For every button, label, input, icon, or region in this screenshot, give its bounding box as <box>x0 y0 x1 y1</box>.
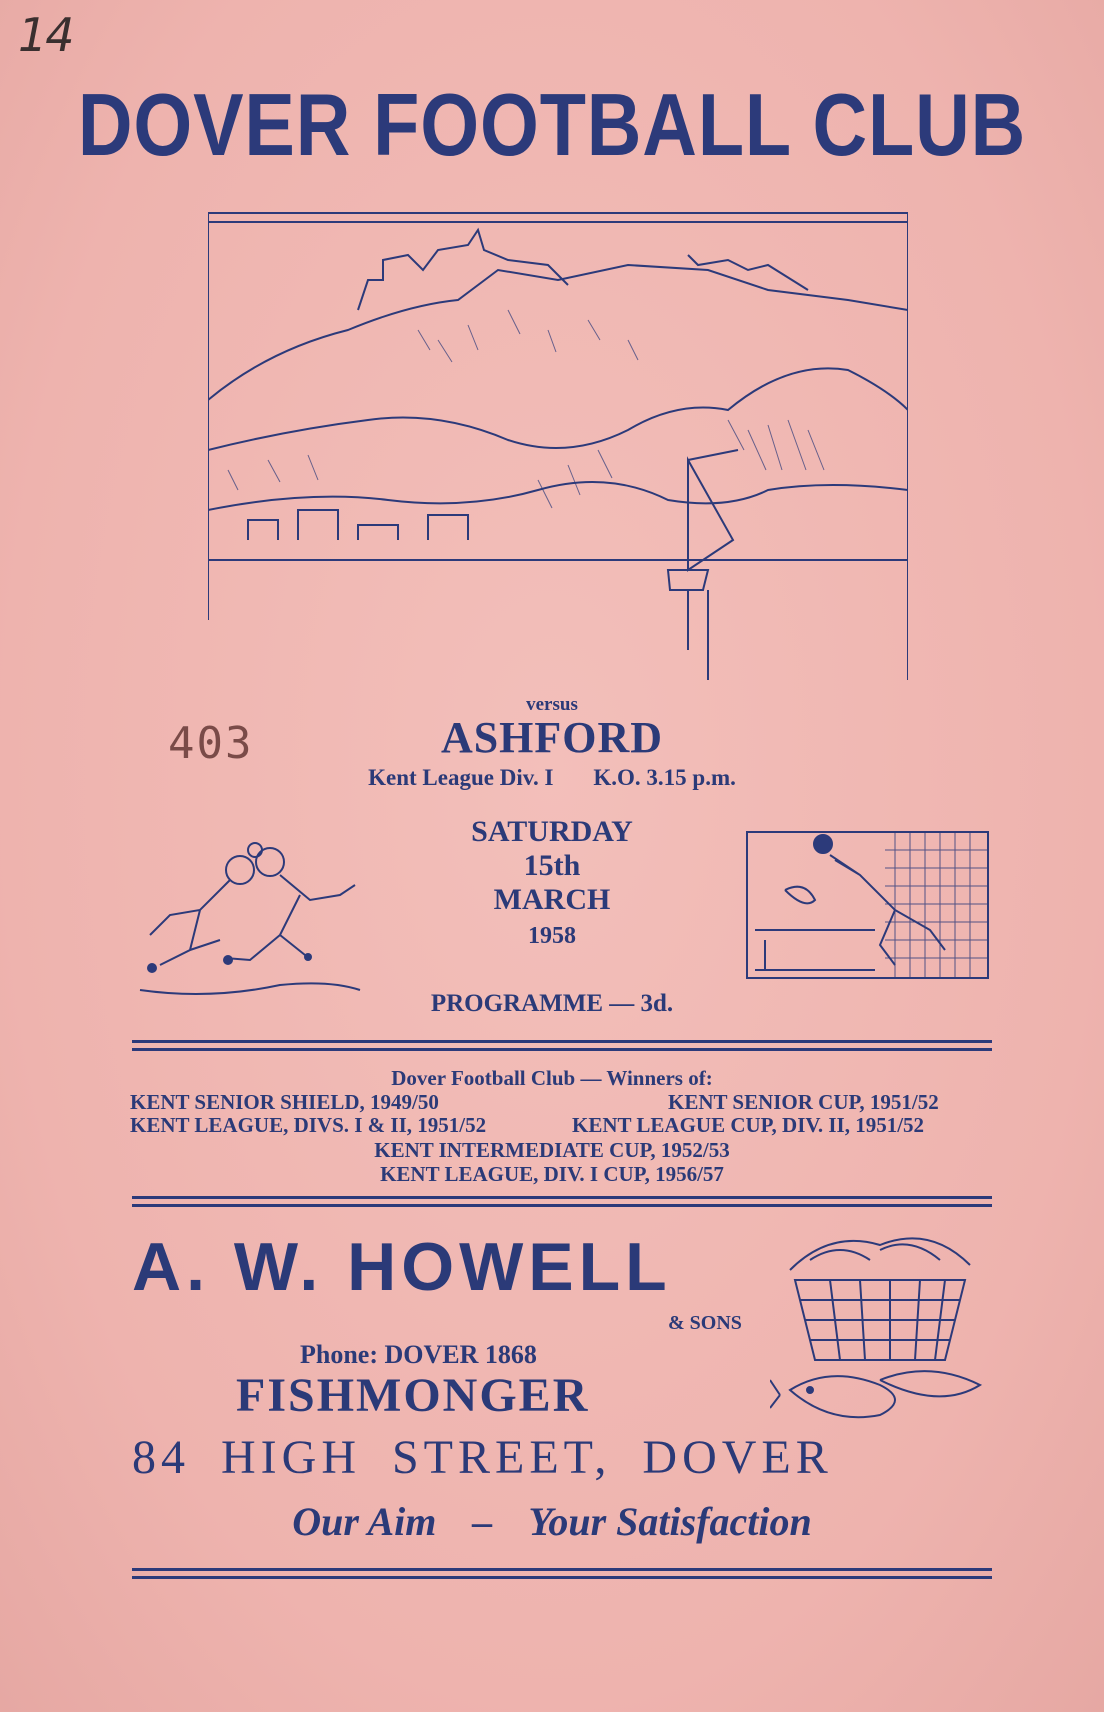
club-title: DOVER FOOTBALL CLUB <box>77 75 1027 174</box>
advertiser-address: 84 HIGH STREET, DOVER <box>132 1431 833 1484</box>
kickoff-time: K.O. 3.15 p.m. <box>593 765 736 790</box>
slogan-right: Your Satisfaction <box>528 1499 812 1544</box>
slogan-left: Our Aim <box>292 1499 437 1544</box>
divider-bottom <box>132 1568 992 1584</box>
match-day: SATURDAY <box>471 815 633 848</box>
slogan-dash: – <box>472 1499 493 1544</box>
match-year: 1958 <box>528 923 576 949</box>
competition: Kent League Div. I <box>368 765 554 790</box>
match-month: MARCH <box>493 883 611 916</box>
advertiser-phone: Phone: DOVER 1868 <box>300 1340 537 1369</box>
handwritten-number: 14 <box>18 8 73 62</box>
programme-price: PROGRAMME — 3d. <box>430 990 674 1017</box>
opponent-name: ASHFORD <box>440 713 664 762</box>
programme-number-stamp: 403 <box>168 718 254 769</box>
honour-item: KENT LEAGUE, DIVS. I & II, 1951/52 <box>130 1113 487 1137</box>
advertiser-name: A. W. HOWELL <box>132 1229 672 1305</box>
honour-item: KENT LEAGUE, DIV. I CUP, 1956/57 <box>380 1162 724 1186</box>
match-date: 15th <box>523 849 581 882</box>
versus-label: versus <box>526 694 578 715</box>
advertiser-trade: FISHMONGER <box>236 1369 590 1422</box>
goalkeeper-save-icon <box>745 830 990 980</box>
divider-middle <box>132 1196 992 1212</box>
advertiser-slogan <box>0 1498 1104 1545</box>
honour-item: KENT SENIOR CUP, 1951/52 <box>668 1090 939 1114</box>
honours-heading: Dover Football Club — Winners of: <box>391 1066 713 1090</box>
advertiser-sons: & SONS <box>668 1312 742 1334</box>
footballers-tackle-icon <box>130 840 380 1000</box>
competition-line <box>0 765 1104 791</box>
honour-item: KENT SENIOR SHIELD, 1949/50 <box>130 1090 439 1114</box>
honour-item: KENT LEAGUE CUP, DIV. II, 1951/52 <box>572 1113 925 1137</box>
dover-castle-illustration-icon <box>208 210 908 680</box>
divider-top <box>132 1040 992 1056</box>
fish-basket-icon <box>770 1230 1000 1430</box>
honour-item: KENT INTERMEDIATE CUP, 1952/53 <box>374 1138 730 1162</box>
